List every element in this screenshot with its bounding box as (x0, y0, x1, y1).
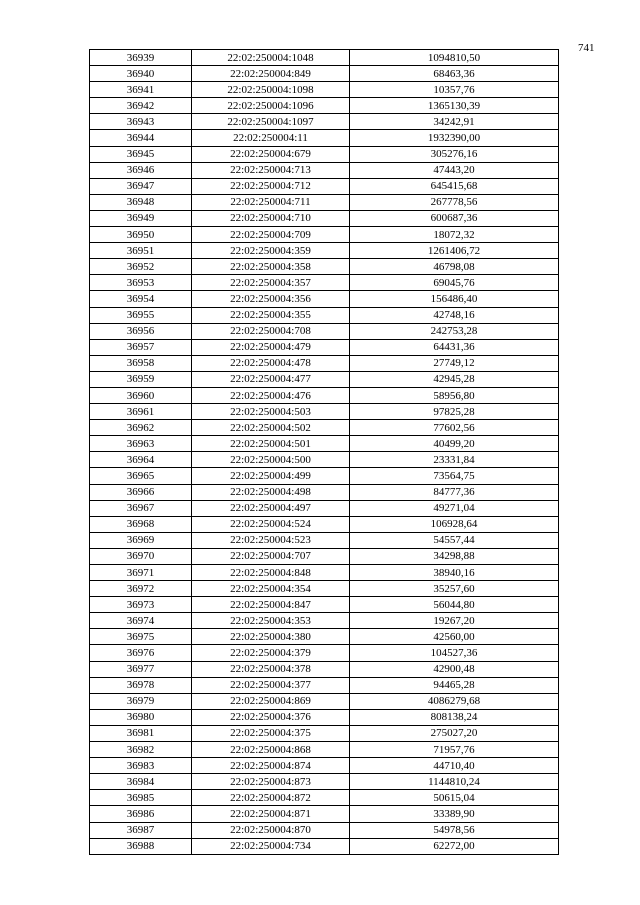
cadastral-number-cell: 22:02:250004:359 (192, 243, 350, 259)
cadastral-number-cell: 22:02:250004:873 (192, 774, 350, 790)
value-cell: 267778,56 (350, 194, 559, 210)
value-cell: 23331,84 (350, 452, 559, 468)
value-cell: 808138,24 (350, 709, 559, 725)
table-row (90, 146, 559, 162)
row-number-cell: 36974 (90, 613, 192, 629)
cadastral-number-cell: 22:02:250004:868 (192, 742, 350, 758)
cadastral-number-cell: 22:02:250004:478 (192, 355, 350, 371)
value-cell: 19267,20 (350, 613, 559, 629)
table-row (90, 275, 559, 291)
row-number-cell: 36985 (90, 790, 192, 806)
table-row (90, 387, 559, 403)
cadastral-number-cell: 22:02:250004:710 (192, 210, 350, 226)
row-number-cell: 36959 (90, 371, 192, 387)
value-cell: 56044,80 (350, 597, 559, 613)
cadastral-number-cell: 22:02:250004:497 (192, 500, 350, 516)
cadastral-number-cell: 22:02:250004:501 (192, 436, 350, 452)
value-cell: 156486,40 (350, 291, 559, 307)
row-number-cell: 36963 (90, 436, 192, 452)
row-number-cell: 36972 (90, 581, 192, 597)
table-row (90, 259, 559, 275)
cadastral-number-cell: 22:02:250004:847 (192, 597, 350, 613)
row-number-cell: 36951 (90, 243, 192, 259)
row-number-cell: 36973 (90, 597, 192, 613)
table-row (90, 194, 559, 210)
value-cell: 35257,60 (350, 581, 559, 597)
value-cell: 38940,16 (350, 565, 559, 581)
table-row (90, 790, 559, 806)
row-number-cell: 36949 (90, 210, 192, 226)
cadastral-number-cell: 22:02:250004:708 (192, 323, 350, 339)
value-cell: 1094810,50 (350, 50, 559, 66)
value-cell: 94465,28 (350, 677, 559, 693)
cadastral-number-cell: 22:02:250004:713 (192, 162, 350, 178)
row-number-cell: 36964 (90, 452, 192, 468)
row-number-cell: 36950 (90, 227, 192, 243)
table-row (90, 404, 559, 420)
cadastral-number-cell: 22:02:250004:870 (192, 822, 350, 838)
row-number-cell: 36966 (90, 484, 192, 500)
table-row (90, 98, 559, 114)
table-row (90, 371, 559, 387)
cadastral-number-cell: 22:02:250004:375 (192, 725, 350, 741)
table-row (90, 484, 559, 500)
cadastral-number-cell: 22:02:250004:679 (192, 146, 350, 162)
cadastral-number-cell: 22:02:250004:498 (192, 484, 350, 500)
cadastral-number-cell: 22:02:250004:734 (192, 838, 350, 854)
value-cell: 18072,32 (350, 227, 559, 243)
row-number-cell: 36960 (90, 387, 192, 403)
value-cell: 34298,88 (350, 548, 559, 564)
value-cell: 27749,12 (350, 355, 559, 371)
cadastral-number-cell: 22:02:250004:380 (192, 629, 350, 645)
table-row (90, 645, 559, 661)
cadastral-number-cell: 22:02:250004:354 (192, 581, 350, 597)
table-row (90, 420, 559, 436)
cadastral-number-cell: 22:02:250004:502 (192, 420, 350, 436)
table-row (90, 806, 559, 822)
row-number-cell: 36984 (90, 774, 192, 790)
cadastral-number-cell: 22:02:250004:476 (192, 387, 350, 403)
cadastral-number-cell: 22:02:250004:356 (192, 291, 350, 307)
value-cell: 54978,56 (350, 822, 559, 838)
cadastral-number-cell: 22:02:250004:524 (192, 516, 350, 532)
cadastral-number-cell: 22:02:250004:377 (192, 677, 350, 693)
table-row (90, 50, 559, 66)
row-number-cell: 36954 (90, 291, 192, 307)
table-row (90, 548, 559, 564)
row-number-cell: 36983 (90, 758, 192, 774)
value-cell: 4086279,68 (350, 693, 559, 709)
value-cell: 62272,00 (350, 838, 559, 854)
cadastral-number-cell: 22:02:250004:849 (192, 66, 350, 82)
value-cell: 10357,76 (350, 82, 559, 98)
table-row (90, 82, 559, 98)
cadastral-number-cell: 22:02:250004:871 (192, 806, 350, 822)
row-number-cell: 36956 (90, 323, 192, 339)
row-number-cell: 36953 (90, 275, 192, 291)
row-number-cell: 36975 (90, 629, 192, 645)
row-number-cell: 36941 (90, 82, 192, 98)
table-row (90, 323, 559, 339)
row-number-cell: 36969 (90, 532, 192, 548)
value-cell: 77602,56 (350, 420, 559, 436)
table-row (90, 243, 559, 259)
row-number-cell: 36977 (90, 661, 192, 677)
value-cell: 305276,16 (350, 146, 559, 162)
row-number-cell: 36955 (90, 307, 192, 323)
cadastral-number-cell: 22:02:250004:499 (192, 468, 350, 484)
value-cell: 50615,04 (350, 790, 559, 806)
row-number-cell: 36980 (90, 709, 192, 725)
row-number-cell: 36942 (90, 98, 192, 114)
row-number-cell: 36981 (90, 725, 192, 741)
table-row (90, 307, 559, 323)
value-cell: 33389,90 (350, 806, 559, 822)
table-row (90, 613, 559, 629)
value-cell: 84777,36 (350, 484, 559, 500)
cadastral-number-cell: 22:02:250004:500 (192, 452, 350, 468)
value-cell: 600687,36 (350, 210, 559, 226)
table-row (90, 532, 559, 548)
cadastral-number-cell: 22:02:250004:479 (192, 339, 350, 355)
cadastral-number-cell: 22:02:250004:869 (192, 693, 350, 709)
row-number-cell: 36943 (90, 114, 192, 130)
value-cell: 68463,36 (350, 66, 559, 82)
table-row (90, 838, 559, 854)
cadastral-number-cell: 22:02:250004:477 (192, 371, 350, 387)
table-row (90, 178, 559, 194)
cadastral-number-cell: 22:02:250004:872 (192, 790, 350, 806)
value-cell: 73564,75 (350, 468, 559, 484)
cadastral-number-cell: 22:02:250004:711 (192, 194, 350, 210)
table-row (90, 565, 559, 581)
cadastral-number-cell: 22:02:250004:1097 (192, 114, 350, 130)
table-row (90, 774, 559, 790)
value-cell: 645415,68 (350, 178, 559, 194)
table-row (90, 725, 559, 741)
row-number-cell: 36961 (90, 404, 192, 420)
cadastral-number-cell: 22:02:250004:355 (192, 307, 350, 323)
table-row (90, 581, 559, 597)
table-row (90, 629, 559, 645)
row-number-cell: 36948 (90, 194, 192, 210)
table-row (90, 452, 559, 468)
cadastral-number-cell: 22:02:250004:503 (192, 404, 350, 420)
table-row (90, 114, 559, 130)
value-cell: 1365130,39 (350, 98, 559, 114)
value-cell: 64431,36 (350, 339, 559, 355)
value-cell: 104527,36 (350, 645, 559, 661)
row-number-cell: 36978 (90, 677, 192, 693)
value-cell: 47443,20 (350, 162, 559, 178)
cadastral-number-cell: 22:02:250004:1098 (192, 82, 350, 98)
row-number-cell: 36986 (90, 806, 192, 822)
table-row (90, 66, 559, 82)
value-cell: 71957,76 (350, 742, 559, 758)
row-number-cell: 36947 (90, 178, 192, 194)
cadastral-number-cell: 22:02:250004:712 (192, 178, 350, 194)
row-number-cell: 36968 (90, 516, 192, 532)
cadastral-number-cell: 22:02:250004:1096 (192, 98, 350, 114)
value-cell: 42748,16 (350, 307, 559, 323)
cadastral-number-cell: 22:02:250004:358 (192, 259, 350, 275)
row-number-cell: 36979 (90, 693, 192, 709)
table-row (90, 661, 559, 677)
value-cell: 1932390,00 (350, 130, 559, 146)
row-number-cell: 36940 (90, 66, 192, 82)
value-cell: 69045,76 (350, 275, 559, 291)
cadastral-number-cell: 22:02:250004:11 (192, 130, 350, 146)
value-cell: 44710,40 (350, 758, 559, 774)
row-number-cell: 36952 (90, 259, 192, 275)
table-row (90, 355, 559, 371)
table-row (90, 597, 559, 613)
table-row (90, 210, 559, 226)
row-number-cell: 36945 (90, 146, 192, 162)
table-row (90, 227, 559, 243)
cadastral-number-cell: 22:02:250004:874 (192, 758, 350, 774)
table-row (90, 742, 559, 758)
value-cell: 106928,64 (350, 516, 559, 532)
row-number-cell: 36971 (90, 565, 192, 581)
row-number-cell: 36970 (90, 548, 192, 564)
table-row (90, 677, 559, 693)
value-cell: 97825,28 (350, 404, 559, 420)
cadastral-number-cell: 22:02:250004:1048 (192, 50, 350, 66)
table-row (90, 436, 559, 452)
row-number-cell: 36946 (90, 162, 192, 178)
cadastral-number-cell: 22:02:250004:376 (192, 709, 350, 725)
cadastral-number-cell: 22:02:250004:379 (192, 645, 350, 661)
row-number-cell: 36976 (90, 645, 192, 661)
value-cell: 42560,00 (350, 629, 559, 645)
row-number-cell: 36939 (90, 50, 192, 66)
cadastral-number-cell: 22:02:250004:523 (192, 532, 350, 548)
value-cell: 40499,20 (350, 436, 559, 452)
value-cell: 58956,80 (350, 387, 559, 403)
table-row (90, 291, 559, 307)
cadastral-number-cell: 22:02:250004:709 (192, 227, 350, 243)
row-number-cell: 36987 (90, 822, 192, 838)
row-number-cell: 36944 (90, 130, 192, 146)
table-row (90, 822, 559, 838)
table-body (90, 50, 559, 855)
table-row (90, 709, 559, 725)
table-row (90, 758, 559, 774)
value-cell: 1144810,24 (350, 774, 559, 790)
table-row (90, 162, 559, 178)
table-row (90, 516, 559, 532)
value-cell: 275027,20 (350, 725, 559, 741)
table-row (90, 339, 559, 355)
table-row (90, 130, 559, 146)
table-row (90, 468, 559, 484)
row-number-cell: 36962 (90, 420, 192, 436)
row-number-cell: 36958 (90, 355, 192, 371)
value-cell: 49271,04 (350, 500, 559, 516)
cadastral-number-cell: 22:02:250004:848 (192, 565, 350, 581)
value-cell: 34242,91 (350, 114, 559, 130)
row-number-cell: 36965 (90, 468, 192, 484)
value-cell: 42900,48 (350, 661, 559, 677)
value-cell: 242753,28 (350, 323, 559, 339)
page-number: 741 (578, 42, 595, 54)
value-cell: 1261406,72 (350, 243, 559, 259)
cadastral-number-cell: 22:02:250004:353 (192, 613, 350, 629)
value-cell: 46798,08 (350, 259, 559, 275)
table-row (90, 693, 559, 709)
row-number-cell: 36967 (90, 500, 192, 516)
cadastral-number-cell: 22:02:250004:357 (192, 275, 350, 291)
row-number-cell: 36982 (90, 742, 192, 758)
value-cell: 42945,28 (350, 371, 559, 387)
row-number-cell: 36957 (90, 339, 192, 355)
table-row (90, 500, 559, 516)
data-table (89, 49, 559, 855)
cadastral-number-cell: 22:02:250004:378 (192, 661, 350, 677)
cadastral-number-cell: 22:02:250004:707 (192, 548, 350, 564)
row-number-cell: 36988 (90, 838, 192, 854)
value-cell: 54557,44 (350, 532, 559, 548)
